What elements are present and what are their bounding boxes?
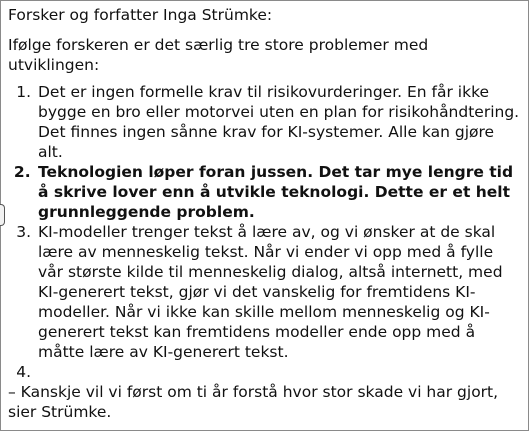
- intro-paragraph: Ifølge forskeren er det særlig tre store problemer med utviklingen:: [8, 36, 429, 74]
- heading: Forsker og forfatter Inga Strümke:: [8, 6, 273, 24]
- list-item-3: 3. KI-modeller trenger tekst å lære av, og vi ønsker at de skal lære av menneskelig tekst. Når vi ender vi opp med å fylle vår største kilde til menneskelig dialog, altså internett, med KI-generert tekst, gjør vi det vanskelig for fremtidens KI-modeller. Når vi ikke kan skille mellom menneskelig og KI-generert tekst kan fremtidens modeller ende opp med å måtte lære av KI-generert tekst.: [36, 222, 520, 362]
- list-item-2: 2. Teknologien løper foran jussen. Det tar mye lengre tid å skrive lover enn å utvikle teknologi. Dette er et helt grunnleggende problem.: [36, 162, 520, 222]
- text-content[interactable]: [8, 5, 520, 422]
- problem-list: [8, 82, 520, 382]
- list-item-4: [36, 362, 520, 382]
- closing-paragraph: – Kanskje vil vi først om ti år forstå hvor stor skade vi har gjort, sier Strümke.: [8, 383, 499, 421]
- resize-handle[interactable]: [0, 204, 5, 226]
- list-item-1: 1. Det er ingen formelle krav til risikovurderinger. En får ikke bygge en bro eller motorvei uten en plan for risikohåndtering. Det finnes ingen sånne krav for KI-systemer. Alle kan gjøre alt.: [36, 82, 520, 162]
